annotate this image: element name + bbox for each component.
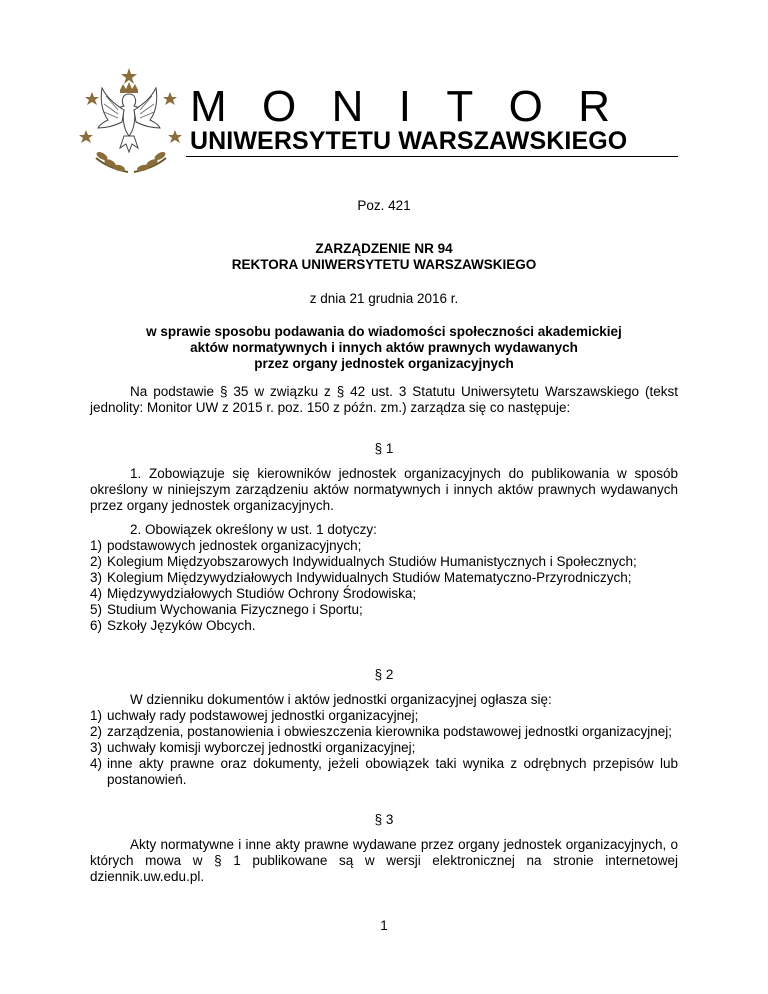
order-title	[90, 241, 678, 273]
title-letter: M	[190, 82, 227, 131]
section-1	[90, 441, 678, 634]
list-item: 6) Szkoły Języków Obcych.	[90, 618, 256, 633]
header-divider	[186, 156, 678, 157]
title-letter: N	[331, 82, 364, 131]
section-heading: § 3	[374, 812, 394, 827]
list-item: 5) Studium Wychowania Fizycznego i Sportu;	[90, 602, 363, 617]
order-title-line: ZARZĄDZENIE NR 94	[315, 241, 453, 256]
section-3	[90, 812, 678, 885]
section-heading: § 1	[374, 441, 394, 456]
order-subject-line: aktów normatywnych i innych aktów prawnych wydawanych	[190, 340, 578, 355]
document-type-list	[90, 708, 678, 788]
list-item: 1) uchwały rady podstawowej jednostki organizacyjnej;	[90, 708, 419, 723]
unit-list	[90, 538, 678, 634]
title-letter: T	[446, 82, 474, 131]
preamble	[90, 384, 678, 416]
list-item: 3) uchwały komisji wyborczej jednostki organizacyjnej;	[90, 740, 416, 755]
order-subject-line: przez organy jednostek organizacyjnych	[254, 356, 514, 371]
title-letter: O	[508, 82, 543, 131]
paragraph: 1. Zobowiązuje się kierowników jednostek organizacyjnych do publikowania w sposób określony w niniejszym zarządzeniu aktów normatywnych i innych aktów prawnych wydawanych przez organy jednostek organizacyjnych.	[90, 466, 678, 513]
preamble-text: Na podstawie § 35 w związku z § 42 ust. 3 Statutu Uniwersytetu Warszawskiego (tekst jednolity: Monitor UW z 2015 r. poz. 150 z późn. zm.) zarządza się co następuje:	[90, 384, 678, 415]
order-subject	[90, 324, 678, 372]
list-item: 4) inne akty prawne oraz dokumenty, jeżeli obowiązek taki wynika z odrębnych przepisów lub postanowień.	[90, 756, 678, 787]
paragraph: Akty normatywne i inne akty prawne wydawane przez organy jednostek organizacyjnych, o których mowa w § 1 publikowane są w wersji elektronicznej na stronie internetowej dziennik.uw.edu.pl.	[90, 837, 678, 884]
section-heading: § 2	[374, 667, 394, 682]
monitor-title	[190, 82, 610, 132]
list-item: 2) zarządzenia, postanowienia i obwieszczenia kierownika podstawowej jednostki organizacyjnej;	[90, 724, 673, 739]
list-item: 2) Kolegium Międzyobszarowych Indywidualnych Studiów Humanistycznych i Społecznych;	[90, 554, 637, 569]
monitor-subtitle: UNIWERSYTETU WARSZAWSKIEGO	[190, 127, 628, 155]
list-item: 4) Międzywydziałowych Studiów Ochrony Środowiska;	[90, 586, 417, 601]
paragraph: W dzienniku dokumentów i aktów jednostki organizacyjnej ogłasza się:	[130, 692, 552, 707]
list-item: 3) Kolegium Międzywydziałowych Indywidualnych Studiów Matematyczno-Przyrodniczych;	[90, 570, 632, 585]
list-item: 1) podstawowych jednostek organizacyjnych;	[90, 538, 362, 553]
title-letter: I	[398, 82, 411, 131]
title-letter: R	[578, 82, 610, 131]
white-eagle-emblem-icon	[78, 66, 186, 176]
page-number: 1	[380, 918, 388, 933]
section-2	[90, 667, 678, 788]
order-title-line: REKTORA UNIWERSYTETU WARSZAWSKIEGO	[231, 257, 537, 272]
paragraph: 2. Obowiązek określony w ust. 1 dotyczy:	[130, 522, 377, 537]
position-number: Poz. 421	[357, 198, 411, 213]
order-subject-line: w sprawie sposobu podawania do wiadomości społeczności akademickiej	[146, 324, 622, 339]
title-letter: O	[262, 82, 297, 131]
order-date: z dnia 21 grudnia 2016 r.	[309, 291, 459, 306]
